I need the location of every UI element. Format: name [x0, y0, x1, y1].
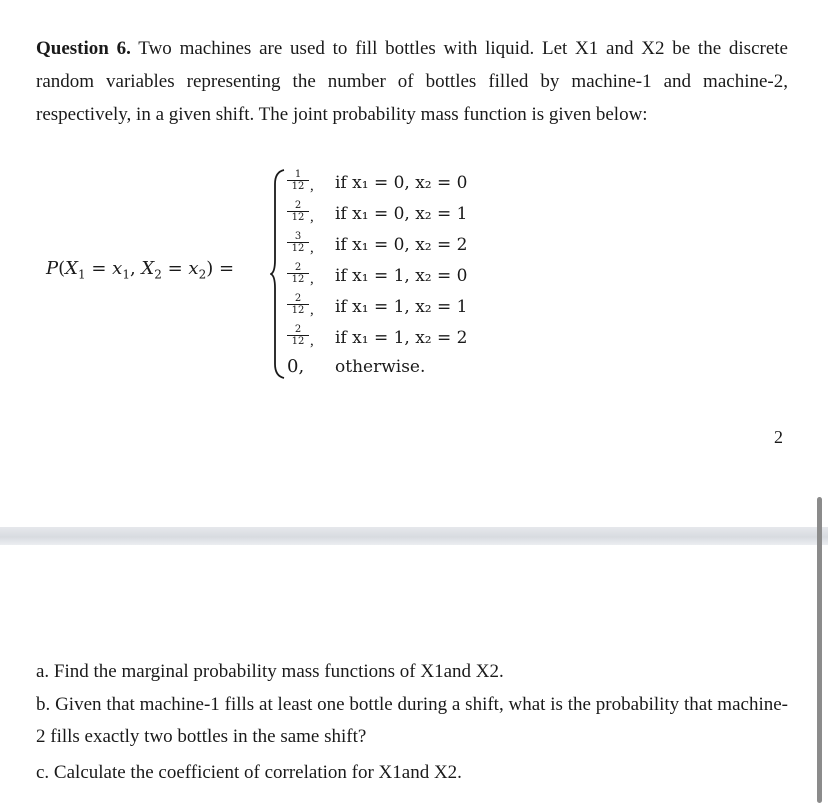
fraction	[287, 200, 309, 223]
question-text: Two machines are used to fill bottles with liquid. Let X1 and X2 be the discrete random variables representing the number of bottles filled by machine-1 and machine-2, respectively, in a given shift. The joint probability mass function is given below:	[36, 38, 788, 125]
fraction-denominator: 12	[287, 242, 309, 254]
fraction-denominator: 12	[287, 304, 309, 316]
fraction	[287, 262, 309, 285]
lhs-vsub2: 2	[198, 267, 207, 282]
left-brace	[270, 168, 286, 380]
fraction-numerator: 2	[294, 293, 302, 304]
fraction-denominator: 12	[287, 335, 309, 347]
fraction	[287, 231, 309, 254]
scrollbar[interactable]	[817, 497, 822, 803]
part-a: a. Find the marginal probability mass functions of X1and X2.	[36, 661, 504, 682]
part-b: b. Given that machine-1 fills at least one bottle during a shift, what is the probability that machine-2 fills exactly two bottles in the same shift?	[36, 694, 788, 747]
part-c: c. Calculate the coefficient of correlation for X1and X2.	[36, 762, 462, 783]
lhs-sub1: 1	[77, 267, 86, 282]
case-condition: if x₁ = 1, x₂ = 1	[335, 297, 468, 317]
question-label: Question 6.	[36, 38, 131, 59]
comma: ,	[310, 178, 314, 194]
fraction	[287, 169, 309, 192]
case-condition: if x₁ = 1, x₂ = 2	[335, 328, 468, 348]
comma: ,	[310, 240, 314, 256]
lhs-close: ) =	[206, 258, 235, 279]
case-condition: if x₁ = 1, x₂ = 0	[335, 266, 468, 286]
otherwise-text: otherwise.	[335, 357, 426, 377]
lhs-sub2: 2	[154, 267, 162, 282]
lhs-p: P	[46, 258, 59, 279]
fraction-denominator: 12	[287, 180, 309, 192]
lhs-x2: X	[141, 258, 155, 279]
lhs-vsub1: 1	[122, 267, 130, 282]
comma: ,	[310, 209, 314, 225]
fraction-numerator: 2	[294, 324, 302, 335]
case-condition: if x₁ = 0, x₂ = 2	[335, 235, 468, 255]
comma: ,	[310, 302, 314, 318]
lhs-v1: x	[112, 258, 123, 279]
lhs-eq1: =	[85, 258, 113, 279]
lhs-comma: ,	[129, 258, 142, 279]
lhs-x1: X	[65, 258, 78, 279]
lhs-eq2: =	[161, 258, 189, 279]
fraction	[287, 324, 309, 347]
fraction-numerator: 2	[294, 200, 302, 211]
lhs-v2: x	[188, 258, 199, 279]
comma: ,	[310, 333, 314, 349]
comma: ,	[310, 271, 314, 287]
question-paragraph	[36, 32, 788, 131]
page-number: 2	[774, 427, 783, 447]
fraction-denominator: 12	[287, 273, 309, 285]
page-divider	[0, 527, 828, 545]
otherwise-value: 0,	[287, 356, 305, 377]
case-condition: if x₁ = 0, x₂ = 0	[335, 173, 468, 193]
case-condition: if x₁ = 0, x₂ = 1	[335, 204, 468, 224]
lhs-open: (	[58, 258, 66, 279]
fraction-numerator: 3	[294, 231, 302, 242]
pmf-lhs	[46, 258, 234, 282]
fraction	[287, 293, 309, 316]
fraction-numerator: 2	[294, 262, 302, 273]
fraction-denominator: 12	[287, 211, 309, 223]
fraction-numerator: 1	[294, 169, 302, 180]
